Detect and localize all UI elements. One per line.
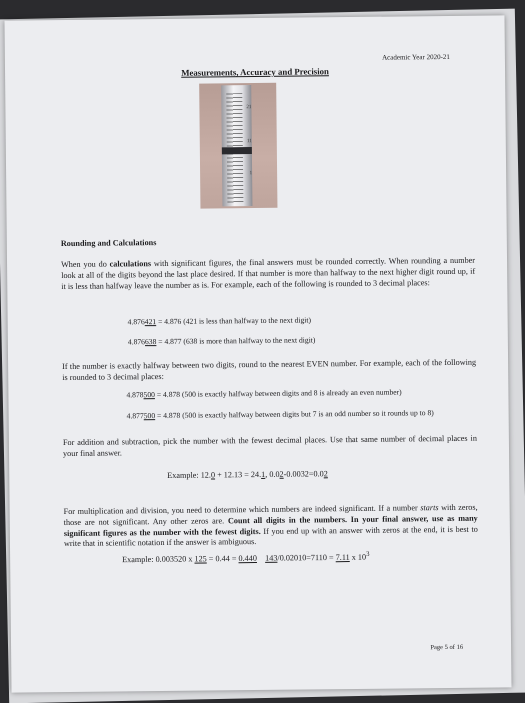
example-round-down: 4.876421 = 4.876 (421 is less than halfway to the next digit)	[127, 315, 312, 327]
paragraph-rounding: When you do calculations with significant figures, the final answers must be rounded correctly. When rounding a number look at all of the digits beyond the last place desired. If that number is more than halfway to the next higher digit round up, if it is less than halfway leave the number as is. For example, each of the following is rounded to 3 decimal places:	[61, 255, 476, 291]
paragraph-addition: For addition and subtraction, pick the number with the fewest decimal places. Use that same number of decimal places in your final answer.	[62, 433, 477, 458]
document-page	[4, 15, 511, 692]
page-title: Measurements, Accuracy and Precision	[181, 66, 329, 78]
paragraph-halfway: If the number is exactly halfway between two digits, round to the nearest EVEN number. For example, each of the following is rounded to 3 decimal places:	[62, 357, 477, 382]
example-round-up: 4.876638 = 4.877 (638 is more than halfway to the next digit)	[127, 335, 316, 347]
graduated-cylinder-photo	[199, 83, 277, 209]
page-number: Page 5 of 16	[430, 643, 464, 652]
meniscus-band	[222, 147, 252, 154]
example-multiplication: Example: 0.003520 x 125 = 0.44 = 0.440 143/0.02010=7110 = 7.11 x $10^3$	[122, 550, 370, 565]
example-odd-up: 4.877500 = 4.878 (500 is exactly halfway between digits but 7 is an odd number so it rounds up to 8)	[126, 408, 434, 421]
section-heading: Rounding and Calculations	[60, 238, 157, 249]
example-addition: Example: 12.0 + 12.13 = 24.1, 0.02-0.0032=0.02	[167, 469, 328, 480]
scale-label-low: 1	[249, 171, 253, 177]
scale-label-mid: 11	[246, 139, 252, 145]
scale-label-top: 21	[246, 105, 252, 111]
example-even-stay: 4.878500 = 4.878 (500 is exactly halfway between digits and 8 is already an even number)	[126, 387, 402, 400]
academic-year: Academic Year 2020-21	[382, 52, 450, 62]
paragraph-multiplication: For multiplication and division, you need to determine which numbers are indeed significant. If a number starts with zeros, those are not significant. Any other zeros are. Count all digits in the numbers. In your final answer, use as many significant figures as the number with the fewest digits. If you end up with an answer with zeros at the end, it is best to write that in scientific notation if the answer is ambiguous.	[63, 502, 478, 549]
cylinder-icon	[221, 85, 252, 206]
